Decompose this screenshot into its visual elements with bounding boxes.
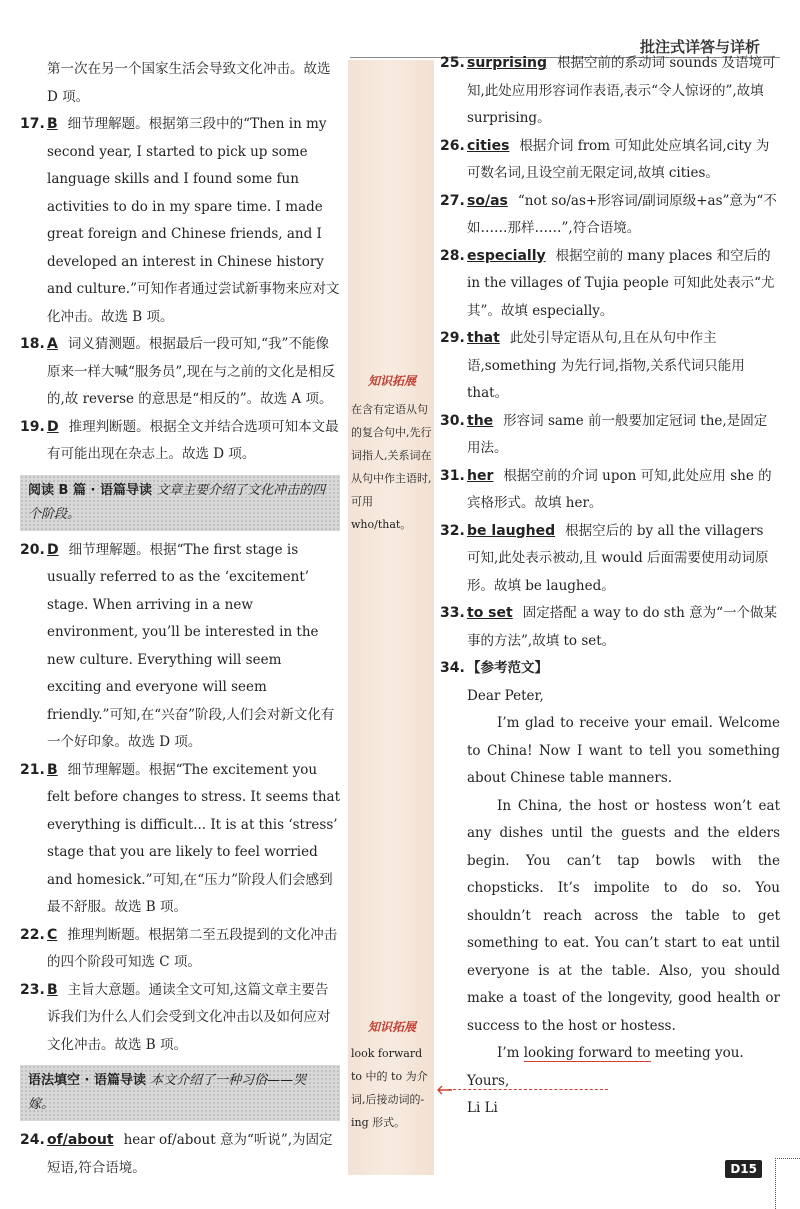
letter-closing: Yours, [467,1072,510,1089]
explanation: 固定搭配 a way to do sth 意为“一个做某事的方法”,故填 to set。 [467,605,778,649]
question-number: 21. [20,761,45,778]
side-note-text-2: look forward to 中的 to 为介词,后接动词的-ing 形式。 [351,1047,428,1129]
right-column [440,50,780,1123]
explanation: 根据空后的 by all the villagers 可知,此处表示被动,且 would 后面需要使用动词原形。故填 be laughed。 [467,522,769,594]
side-notes-strip [348,60,434,1175]
explanation: 此处引导定语从句,且在从句中作主语,something 为先行词,指物,关系代词只能用 that。 [467,330,745,401]
answer-key: B [47,116,58,132]
answer-key: cities [467,137,510,154]
answer-19 [20,414,340,469]
answer-31 [440,463,780,518]
question-number: 23. [20,981,45,998]
letter-paragraph-1: I’m glad to receive your email. Welcome to China! Now I want to tell you something about Chinese table manners. [467,715,780,786]
explanation: 细节理解题。根据“The excitement you felt before changes to stress. It seems that everything is difficult... It is at this ‘stress’ stage that you are likely to feel worried and homesick.”可知,在“压力”阶段人们会感到最不舒服。故选 B 项。 [47,761,341,915]
letter-text: I’m [497,1045,524,1061]
answer-33 [440,600,780,655]
answer-key: surprising [467,55,548,71]
question-number: 20. [20,541,45,558]
page-header: 批注式详答与详析 [639,38,760,56]
reading-b-banner [20,475,340,531]
question-number: 22. [20,926,45,943]
page-corner-mark [775,1158,800,1209]
answer-key: to set [467,605,513,621]
answer-25 [440,50,780,133]
answer-20 [20,537,340,757]
answer-key: her [467,467,494,484]
answer-key: B [47,761,58,778]
intro-text: 第一次在另一个国家生活会导致文化冲击。故选 D 项。 [47,61,331,105]
explanation: 推理判断题。根据全文并结合选项可知本文最有可能出现在杂志上。故选 D 项。 [47,418,339,462]
question-number: 27. [440,192,465,209]
explanation: 根据介词 from 可知此处应填名词,city 为可数名词,且设空前无限定词,故填 cities。 [467,137,770,181]
answer-24 [20,1127,340,1182]
banner-text: 本文介绍了一种习俗——哭嫁。 [28,1073,307,1112]
left-column [20,56,340,1182]
question-number: 32. [440,522,465,539]
answer-key: of/about [47,1132,114,1148]
answer-17 [20,111,340,331]
explanation: 词义猜测题。根据最后一段可知,“我”不能像原来一样大喊“服务员”,现在与之前的文化是相反的,故 reverse 的意思是“相反的”。故选 A 项。 [47,336,336,407]
sample-essay-label: 【参考范文】 [467,660,548,676]
question-number: 19. [20,418,45,435]
explanation: 根据空前的系动词 sounds 及语境可知,此处应用形容词作表语,表示“令人惊讶的”,故填 surprising。 [467,55,776,126]
explanation: 细节理解题。根据第三段中的“Then in my second year, I started to pick up some language skills and I found some fun activities to do in my spare time. I made great foreign and Chinese friends, and I developed an interest in Chinese history and culture.”可知作者通过尝试新事物来应对文化冲击。故选 B 项。 [47,116,340,325]
letter-paragraph-2: In China, the host or hostess won’t eat any dishes until the guests and the elders begin. You can’t tap bowls with the chopsticks. It’s impolite to do so. You shouldn’t reach across the table to get something to eat. You can’t start to eat until everyone is at the table. Also, you should make a toast of the longevity, good health or success to the host or hostess. [467,797,780,1034]
question-number: 24. [20,1132,45,1148]
question-number: 17. [20,116,45,132]
answer-21 [20,757,340,922]
answer-18 [20,331,340,414]
question-number: 30. [440,412,465,429]
answer-key: so/as [467,192,508,209]
answer-32 [440,518,780,601]
answer-27 [440,188,780,243]
banner-text: 文章主要介绍了文化冲击的四个阶段。 [28,482,326,522]
question-number: 25. [440,55,465,71]
explanation: 细节理解题。根据“The first stage is usually referred to as the ‘excitement’ stage. When arriving in a new environment, you’ll be interested in the new culture. Everything will seem exciting and everyone will seem friendly.”可知,在“兴奋”阶段,人们会对新文化有一个好印象。故选 D 项。 [47,541,335,750]
explanation: hear of/about 意为“听说”,为固定短语,符合语境。 [47,1132,333,1176]
answer-29 [440,325,780,408]
side-note-text-1: 在含有定语从句的复合句中,先行词指人,关系词在从句中作主语时,可用 who/that。 [351,403,432,531]
letter-text: meeting you. [650,1045,744,1061]
question-number: 26. [440,137,465,154]
letter-salutation: Dear Peter, [467,687,544,704]
answer-34 [440,655,780,683]
answer-key: the [467,412,494,429]
answer-key: C [47,926,58,943]
explanation: 根据空前的介词 upon 可知,此处应用 she 的宾格形式。故填 her。 [467,467,772,511]
answer-22 [20,922,340,977]
answer-23 [20,977,340,1060]
letter-signature: Li Li [467,1100,498,1116]
question-number: 33. [440,605,465,621]
explanation: 形容词 same 前一般要加定冠词 the,是固定用法。 [467,412,768,456]
question-number: 28. [440,247,465,264]
answer-key: be laughed [467,522,556,539]
answer-key: B [47,981,58,998]
letter-paragraph-3 [467,1040,780,1068]
answer-28 [440,243,780,326]
answer-key: especially [467,247,546,264]
question-number: 18. [20,336,45,352]
banner-label: 阅读 B 篇 · 语篇导读 [28,482,152,498]
explanation: 推理判断题。根据第二至五段提到的文化冲击的四个阶段可知选 C 项。 [47,926,338,970]
question-number: 29. [440,330,465,346]
answer-key: A [47,336,58,352]
answer-26 [440,133,780,188]
question-number: 34. [440,660,465,676]
answer-30 [440,408,780,463]
answer-key: that [467,330,500,346]
page-number: D15 [725,1160,762,1178]
question-number: 31. [440,467,465,484]
banner-label: 语法填空 · 语篇导读 [28,1073,146,1088]
explanation: 主旨大意题。通读全文可知,这篇文章主要告诉我们为什么人们会受到文化冲击以及如何应对文化冲击。故选 B 项。 [47,981,331,1053]
side-note-title-2: 知识拓展 [367,1020,416,1034]
grammar-fill-banner [20,1065,340,1121]
answer-key: D [47,541,59,558]
sample-letter [440,683,780,1123]
answer-key: D [47,418,59,435]
explanation: “not so/as+形容词/副词原级+as”意为“不如……那样……”,符合语境。 [467,192,777,236]
explanation: 根据空前的 many places 和空后的 in the villages of Tujia people 可知此处表示“尤其”。故填 especially。 [467,247,775,319]
side-note-title-1: 知识拓展 [367,374,416,388]
highlighted-phrase: looking forward to [523,1045,651,1061]
